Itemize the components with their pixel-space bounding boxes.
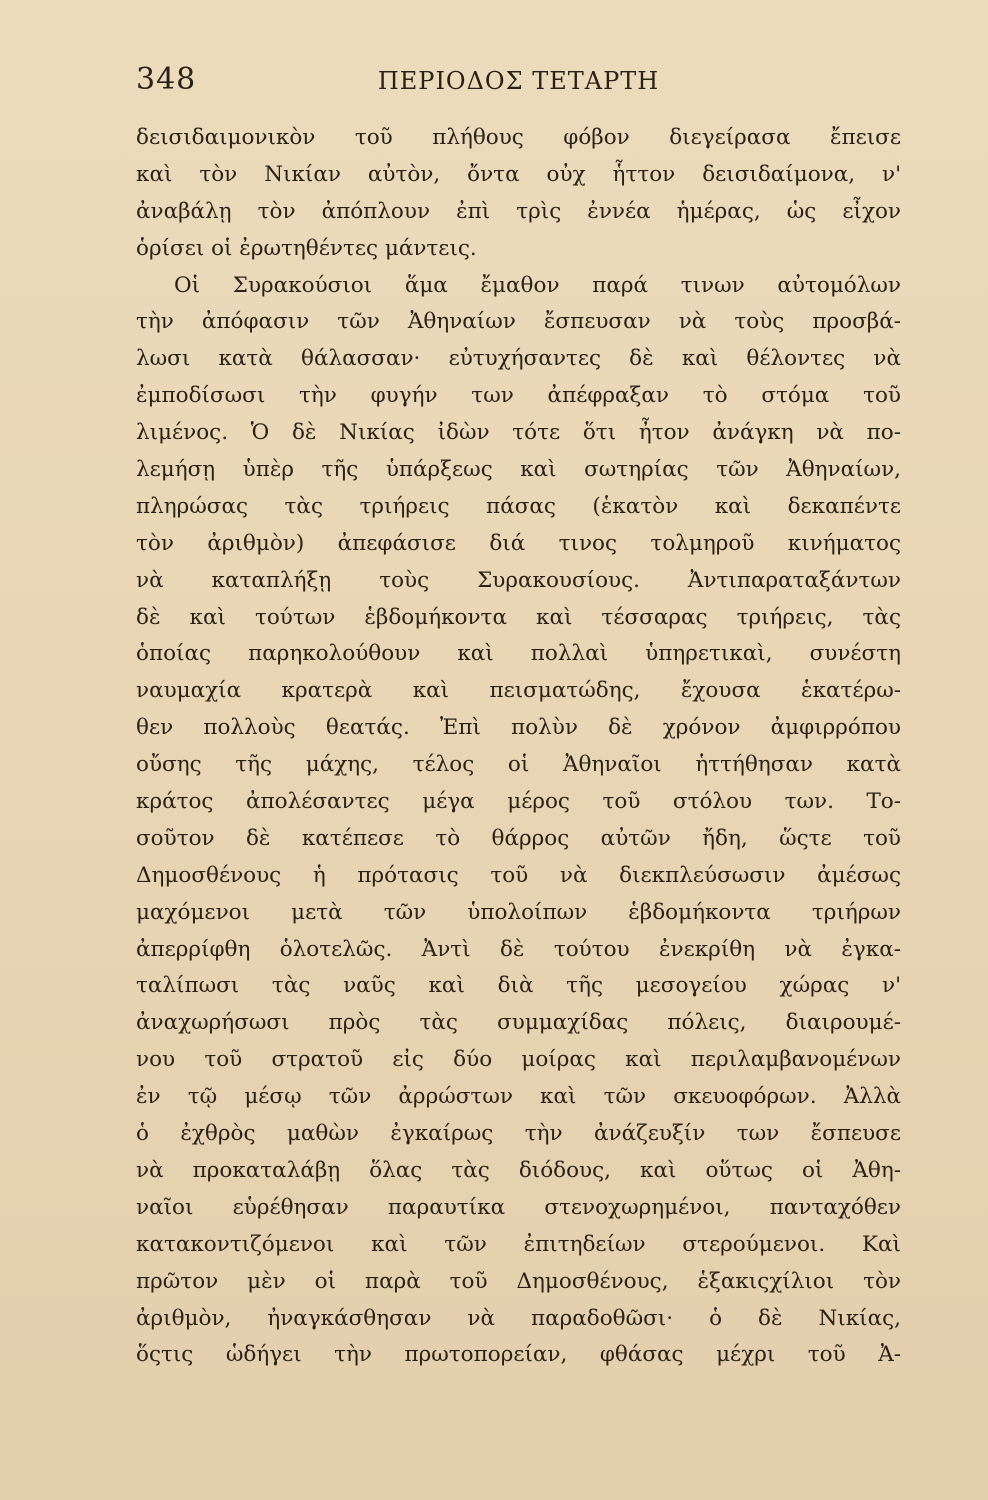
text-line: Οἱ Συρακούσιοι ἅμα ἔμαθον παρά τινων αὐτομόλων [174,272,901,298]
body-text [136,120,901,1374]
text-line: λεμήσῃ ὑπὲρ τῆς ὑπάρξεως καὶ σωτηρίας τῶν Ἀθηναίων, [136,457,901,483]
text-line: ἀναβάλῃ τὸν ἀπόπλουν ἐπὶ τρὶς ἐννέα ἡμέρας, ὡς εἶχον [136,198,901,224]
text-line: ταλίπωσι τὰς ναῦς καὶ διὰ τῆς μεσογείου χώρας ν' [136,973,901,999]
text-line: δεισιδαιμονικὸν τοῦ πλήθους φόβον διεγείρασα ἔπεισε [136,125,901,150]
text-line: ἐμποδίσωσι τὴν φυγήν των ἀπέφραξαν τὸ στόμα τοῦ [136,383,901,409]
running-title: ΠΕΡΙΟΔΟΣ ΤΕΤΑΡΤΗ [377,67,660,95]
text-line: πρῶτον μὲν οἱ παρὰ τοῦ Δημοσθένους, ἑξακιςχίλιοι τὸν [136,1268,901,1294]
text-line: νὰ προκαταλάβῃ ὅλας τὰς διόδους, καὶ οὕτως οἱ Ἀθη- [136,1157,901,1183]
text-line: ἀπερρίφθη ὁλοτελῶς. Ἀντὶ δὲ τούτου ἐνεκρίθη νὰ ἐγκα- [136,936,901,962]
text-line: ὁ ἐχθρὸς μαθὼν ἐγκαίρως τὴν ἀνάζευξίν των ἔσπευσε [136,1121,901,1147]
text-line: πληρώσας τὰς τριήρεις πάσας (ἑκατὸν καὶ δεκαπέντε [136,493,901,519]
text-line: ἐν τῷ μέσῳ τῶν ἀρρώστων καὶ τῶν σκευοφόρων. Ἀλλὰ [136,1084,901,1110]
text-line: κράτος ἀπολέσαντες μέγα μέρος τοῦ στόλου των. Το- [136,789,901,815]
page-header [136,60,901,108]
text-line: νου τοῦ στρατοῦ εἰς δύο μοίρας καὶ περιλαμβανομένων [136,1047,901,1073]
page-number: 348 [136,62,197,97]
text-line: λιμένος. Ὁ δὲ Νικίας ἰδὼν τότε ὅτι ἦτον ἀνάγκη νὰ πο- [136,420,901,446]
text-line: ναυμαχία κρατερὰ καὶ πεισματώδης, ἔχουσα ἑκατέρω- [136,678,901,704]
text-line: τὸν ἀριθμὸν) ἀπεφάσισε διά τινος τολμηροῦ κινήματος [136,530,901,556]
text-line: ὁρίσει οἱ ἐρωτηθέντες μάντεις. [136,235,477,261]
text-line: σοῦτον δὲ κατέπεσε τὸ θάρρος αὐτῶν ἤδη, ὥςτε τοῦ [136,825,901,851]
text-line: ὁποίας παρηκολούθουν καὶ πολλαὶ ὑπηρετικαὶ, συνέστη [136,641,901,667]
text-line: νὰ καταπλήξῃ τοὺς Συρακουσίους. Ἀντιπαραταξάντων [136,567,901,593]
text-line: θεν πολλοὺς θεατάς. Ἐπὶ πολὺν δὲ χρόνον ἀμφιρρόπου [136,715,901,741]
text-line: λωσι κατὰ θάλασσαν· εὐτυχήσαντες δὲ καὶ θέλοντες νὰ [136,346,901,372]
text-line: ὅςτις ὡδήγει τὴν πρωτοπορείαν, φθάσας μέχρι τοῦ Ἀ- [136,1342,901,1368]
text-line: οὔσης τῆς μάχης, τέλος οἱ Ἀθηναῖοι ἡττήθησαν κατὰ [136,752,901,778]
text-line: Δημοσθένους ἡ πρότασις τοῦ νὰ διεκπλεύσωσιν ἀμέσως [136,862,901,888]
text-line: δὲ καὶ τούτων ἑβδομήκοντα καὶ τέσσαρας τριήρεις, τὰς [136,604,901,630]
text-line: καὶ τὸν Νικίαν αὐτὸν, ὄντα οὐχ ἧττον δεισιδαίμονα, ν' [136,161,901,187]
text-line: ναῖοι εὑρέθησαν παραυτίκα στενοχωρημένοι, πανταχόθεν [136,1194,901,1220]
text-line: τὴν ἀπόφασιν τῶν Ἀθηναίων ἔσπευσαν νὰ τοὺς προσβά- [136,309,901,335]
text-line: κατακοντιζόμενοι καὶ τῶν ἐπιτηδείων στερούμενοι. Καὶ [136,1231,901,1257]
text-line: μαχόμενοι μετὰ τῶν ὑπολοίπων ἑβδομήκοντα τριήρων [136,899,901,925]
text-line: ἀριθμὸν, ἠναγκάσθησαν νὰ παραδοθῶσι· ὁ δὲ Νικίας, [136,1305,901,1331]
text-line: ἀναχωρήσωσι πρὸς τὰς συμμαχίδας πόλεις, διαιρουμέ- [136,1010,901,1036]
